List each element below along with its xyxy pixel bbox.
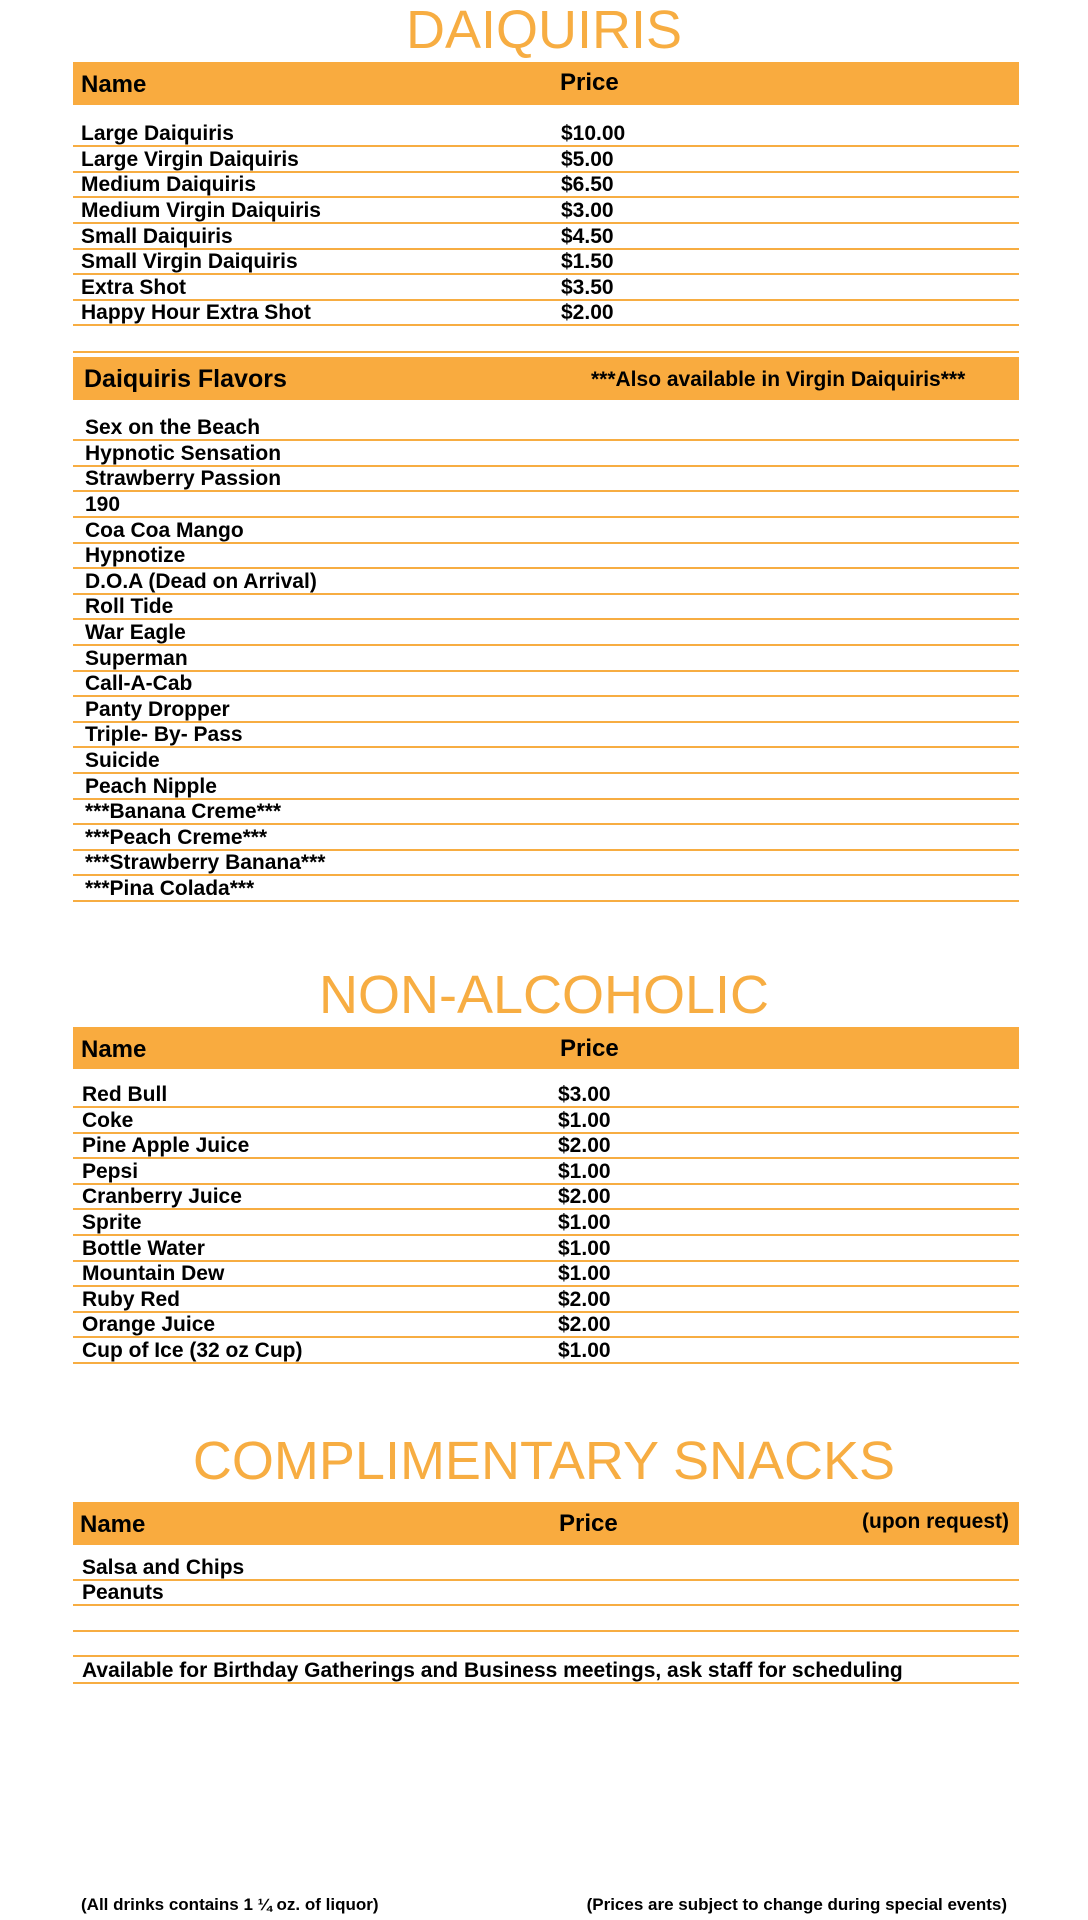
item-price: $10.00 — [561, 121, 626, 145]
table-row — [73, 170, 1019, 198]
flavor-name: ***Banana Creme*** — [85, 799, 282, 823]
non-alcoholic-header-bar — [73, 1027, 1019, 1069]
item-price: $1.00 — [558, 1338, 611, 1362]
footer-liquor-note: (All drinks contains 1 ¼ oz. of liquor) — [81, 1895, 379, 1914]
item-price: $2.00 — [558, 1133, 611, 1157]
snack-name: Peanuts — [82, 1580, 164, 1604]
flavor-name: Triple- By- Pass — [85, 722, 243, 746]
table-row — [73, 1080, 1019, 1108]
list-item — [73, 567, 1019, 595]
flavor-name: War Eagle — [85, 620, 186, 644]
snacks-title: COMPLIMENTARY SNACKS — [192, 1431, 896, 1491]
table-row — [73, 1182, 1019, 1210]
flavor-name: ***Strawberry Banana*** — [85, 850, 326, 874]
notice-text: Available for Birthday Gatherings and Business meetings, ask staff for scheduling — [82, 1658, 903, 1682]
item-price: $2.00 — [558, 1312, 611, 1336]
table-row — [73, 1259, 1019, 1287]
list-item — [73, 618, 1019, 646]
item-name: Medium Daiquiris — [81, 172, 257, 196]
non-alcoholic-header-name: Name — [81, 1036, 147, 1063]
item-price: $3.00 — [561, 198, 614, 222]
flavor-name: ***Pina Colada*** — [85, 876, 255, 900]
daiquiris-header-name: Name — [81, 71, 147, 98]
flavor-name: Hypnotic Sensation — [85, 441, 282, 465]
item-name: Large Daiquiris — [81, 121, 234, 145]
item-name: Orange Juice — [82, 1312, 216, 1336]
item-price: $1.00 — [558, 1236, 611, 1260]
divider — [73, 1630, 1019, 1632]
item-price: $6.50 — [561, 172, 614, 196]
flavor-name: Peach Nipple — [85, 774, 217, 798]
item-name: Medium Virgin Daiquiris — [81, 198, 321, 222]
item-name: Bottle Water — [82, 1236, 205, 1260]
item-name: Small Daiquiris — [81, 224, 233, 248]
list-item — [73, 746, 1019, 774]
item-name: Small Virgin Daiquiris — [81, 249, 298, 273]
divider — [73, 351, 1019, 353]
footer-price-note: (Prices are subject to change during special events) — [586, 1895, 1007, 1914]
list-item — [73, 516, 1019, 544]
item-price: $4.50 — [561, 224, 614, 248]
flavor-name: Roll Tide — [85, 594, 174, 618]
flavor-name: Superman — [85, 646, 188, 670]
flavor-name: Suicide — [85, 748, 160, 772]
flavors-header-note: ***Also available in Virgin Daiquiris*** — [591, 368, 966, 391]
item-name: Ruby Red — [82, 1287, 181, 1311]
flavor-name: Hypnotize — [85, 543, 186, 567]
flavors-header-title: Daiquiris Flavors — [84, 365, 287, 393]
snack-name: Salsa and Chips — [82, 1555, 245, 1579]
item-name: Happy Hour Extra Shot — [81, 300, 311, 324]
daiquiris-header-price: Price — [560, 69, 619, 96]
flavor-name: ***Peach Creme*** — [85, 825, 268, 849]
list-item — [73, 669, 1019, 697]
item-name: Cranberry Juice — [82, 1184, 242, 1208]
table-row — [73, 1234, 1019, 1262]
daiquiris-title: DAIQUIRIS — [405, 0, 683, 60]
daiquiris-header-bar — [73, 62, 1019, 105]
table-row — [73, 145, 1019, 173]
flavor-name: Panty Dropper — [85, 697, 230, 721]
list-item — [73, 823, 1019, 851]
list-item — [73, 1578, 1019, 1606]
item-name: Extra Shot — [81, 275, 187, 299]
item-price: $3.50 — [561, 275, 614, 299]
table-row — [73, 1157, 1019, 1185]
snacks-header-price: Price — [559, 1510, 618, 1537]
flavor-name: Coa Coa Mango — [85, 518, 244, 542]
item-name: Coke — [82, 1108, 134, 1132]
list-item — [73, 592, 1019, 620]
list-item — [73, 464, 1019, 492]
list-item — [73, 772, 1019, 800]
table-row — [73, 222, 1019, 250]
list-item — [73, 490, 1019, 518]
item-price: $1.00 — [558, 1210, 611, 1234]
item-price: $2.00 — [561, 300, 614, 324]
item-name: Mountain Dew — [82, 1261, 225, 1285]
snacks-header-bar — [73, 1502, 1019, 1545]
item-price: $1.00 — [558, 1159, 611, 1183]
item-name: Large Virgin Daiquiris — [81, 147, 299, 171]
list-item — [73, 720, 1019, 748]
item-name: Pine Apple Juice — [82, 1133, 250, 1157]
list-item — [73, 644, 1019, 672]
item-price: $5.00 — [561, 147, 614, 171]
item-name: Red Bull — [82, 1082, 168, 1106]
list-item — [73, 848, 1019, 876]
list-item — [73, 695, 1019, 723]
table-row — [73, 1310, 1019, 1338]
item-price: $2.00 — [558, 1184, 611, 1208]
table-row — [73, 298, 1019, 326]
table-row — [73, 196, 1019, 224]
flavor-name: D.O.A (Dead on Arrival) — [85, 569, 317, 593]
flavor-name: Call-A-Cab — [85, 671, 193, 695]
table-row — [73, 1208, 1019, 1236]
flavors-header-bar — [73, 357, 1019, 400]
non-alcoholic-header-price: Price — [560, 1035, 619, 1062]
item-price: $1.50 — [561, 249, 614, 273]
item-name: Sprite — [82, 1210, 142, 1234]
item-name: Cup of Ice (32 oz Cup) — [82, 1338, 303, 1362]
non-alcoholic-title: NON-ALCOHOLIC — [318, 965, 770, 1025]
list-item — [73, 541, 1019, 569]
list-item — [73, 797, 1019, 825]
table-row — [73, 119, 1019, 147]
list-item — [73, 439, 1019, 467]
item-name: Pepsi — [82, 1159, 139, 1183]
table-row — [73, 1285, 1019, 1313]
item-price: $1.00 — [558, 1108, 611, 1132]
list-item — [73, 874, 1019, 902]
flavor-name: 190 — [85, 492, 121, 516]
table-row — [73, 273, 1019, 301]
item-price: $2.00 — [558, 1287, 611, 1311]
table-row — [73, 1336, 1019, 1364]
flavor-name: Sex on the Beach — [85, 415, 261, 439]
snacks-header-note: (upon request) — [862, 1510, 1009, 1533]
item-price: $3.00 — [558, 1082, 611, 1106]
flavor-name: Strawberry Passion — [85, 466, 282, 490]
list-item — [73, 1553, 1019, 1581]
table-row — [73, 247, 1019, 275]
snacks-header-name: Name — [80, 1511, 146, 1538]
list-item — [73, 413, 1019, 441]
table-row — [73, 1106, 1019, 1134]
table-row — [73, 1131, 1019, 1159]
notice-row — [73, 1656, 1019, 1684]
item-price: $1.00 — [558, 1261, 611, 1285]
